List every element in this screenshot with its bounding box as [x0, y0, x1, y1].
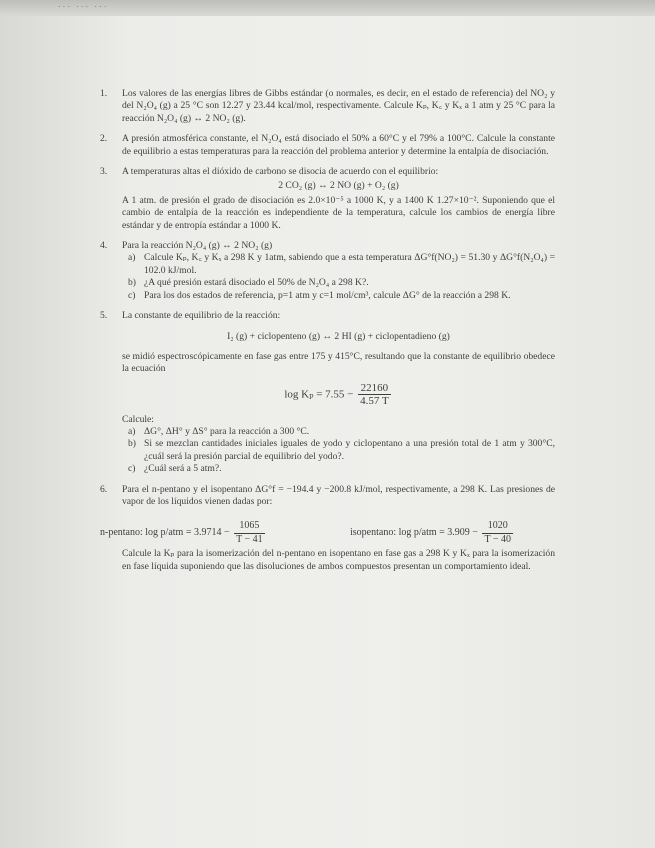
sub-label: b)	[128, 277, 136, 289]
sub-label: a)	[128, 252, 136, 264]
fraction-numerator: 1065	[234, 520, 265, 533]
sub-question-b	[122, 438, 555, 463]
equation-left: log Kₚ = 7.55 −	[284, 388, 354, 401]
sub-text: ¿Cuál será a 5 atm?.	[144, 463, 222, 475]
problem-6	[100, 484, 555, 574]
reaction-equation: 2 CO₂ (g) ↔ 2 NO (g) + O₂ (g)	[278, 180, 399, 192]
fraction-numerator: 1020	[482, 520, 513, 533]
problem-1	[100, 88, 555, 125]
problem-2	[100, 133, 555, 158]
fraction-numerator: 22160	[358, 382, 391, 395]
sub-label: b)	[128, 438, 136, 450]
problem-number: 3.	[100, 166, 108, 178]
fraction-denominator: T − 40	[484, 533, 512, 545]
equilibrium-equation	[122, 382, 555, 408]
fraction-denominator: T − 41	[236, 533, 263, 545]
sub-label: c)	[128, 463, 136, 475]
sub-label: c)	[128, 289, 136, 301]
problem-intro: A temperaturas altas el dióxido de carbono se disocia de acuerdo con el equilibrio:	[122, 166, 439, 178]
isopentane-label: isopentano:	[350, 527, 397, 539]
sub-text: Para los dos estados de referencia, p=1 atm y c=1 mol/cm³, calcule ΔG° de la reacción a 298 K.	[144, 289, 511, 301]
problem-5	[100, 310, 555, 475]
problem-intro: Para la reacción N₂O₄ (g) ↔ 2 NO₂ (g)	[122, 240, 273, 252]
problem-number: 4.	[100, 240, 108, 252]
equation-fraction	[358, 382, 391, 408]
fraction-denominator: 4.57 T	[360, 395, 389, 408]
problem-text: A presión atmosférica constante, el N₂O₄ está disociado el 50% a 60°C y el 79% a 100°C. Calcule la constante de equilibrio a estas temperaturas para la reacción del problema anterior y determine la entalpía de disociación.	[122, 133, 555, 157]
reaction-equation: I₂ (g) + ciclopenteno (g) ↔ 2 HI (g) + ciclopentadieno (g)	[227, 330, 450, 342]
problem-intro: Para el n-pentano y el isopentano ΔG°f = −194.4 y −200.8 kJ/mol, respectivamente, a 298 K. Las presiones de vapor de los líquidos vienen dadas por:	[122, 483, 555, 507]
problem-list	[100, 88, 555, 581]
problem-intro: La constante de equilibrio de la reacción:	[122, 310, 281, 322]
problem-number: 6.	[100, 483, 108, 495]
sub-text: ΔG°, ΔH° y ΔS° para la reacción a 300 °C.	[144, 425, 310, 437]
n-pentane-fraction	[234, 520, 265, 546]
sub-question-b	[122, 277, 555, 289]
sub-question-a	[122, 252, 555, 277]
calc-label: Calcule:	[122, 413, 154, 425]
problem-text: Los valores de las energías libres de Gibbs estándar (o normales, es decir, en el estado de referencia) del NO₂ y del N₂O₄ (g) a 25 °C son 12.27 y 23.44 kcal/mol, respectivamente. Calcule Kₚ, K꜀ y Kₓ a 1 atm y 25 °C para la reacción N₂O₄ (g) ↔ 2 NO₂ (g).	[122, 88, 555, 124]
n-pentane-label: n-pentano:	[100, 527, 143, 539]
sub-text: ¿A qué presión estará disociado el 50% de N₂O₄ a 298 K?.	[144, 277, 369, 289]
isopentane-equation	[350, 520, 515, 546]
problem-number: 2.	[100, 133, 108, 145]
sub-question-c	[122, 463, 555, 475]
sub-label: a)	[128, 425, 136, 437]
n-pentane-left: log p/atm = 3.9714 −	[145, 527, 230, 539]
sub-text: Calcule Kₚ, K꜀ y Kₓ a 298 K y 1atm, sabiendo que a esta temperatura ΔG°f(NO₂) = 51.30 y ΔG°f(N₂O₄) = 102.0 kJ/mol.	[144, 252, 555, 276]
problem-3	[100, 166, 555, 232]
isopentane-left: log p/atm = 3.909 −	[398, 527, 478, 539]
header-strip	[0, 0, 655, 16]
problem-text: Calcule la Kₚ para la isomerización del n-pentano en isopentano en fase gas a 298 K y Kₓ para la isomerización en fase líquida suponiendo que las disoluciones de ambos compuestos presentan un comportamiento ideal.	[122, 548, 555, 572]
n-pentane-equation	[100, 520, 267, 546]
sub-question-a	[122, 426, 555, 438]
problem-number: 5.	[100, 310, 108, 322]
header-text: ··· ··· ···	[58, 2, 109, 11]
isopentane-fraction	[482, 520, 513, 546]
sub-text: Si se mezclan cantidades iniciales iguales de yodo y ciclopentano a una presión total de 1 atm y 300°C, ¿cuál será la presión parcial de equilibrio del yodo?.	[144, 438, 555, 462]
problem-number: 1.	[100, 88, 108, 99]
problem-4	[100, 240, 555, 302]
sub-question-c	[122, 290, 555, 302]
problem-text: se midió espectroscópicamente en fase gas entre 175 y 415°C, resultando que la constante de equilibrio obedece la ecuación	[122, 350, 555, 375]
problem-text: A 1 atm. de presión el grado de disociación es 2.0×10⁻⁵ a 1000 K, y a 1400 K 1.27×10⁻². Suponiendo que el cambio de entalpía de la reacción es independiente de la temperatura, calcule los cambios de energía libre estándar y de entropía estándar a 1000 K.	[122, 194, 555, 231]
vapor-pressure-equations	[100, 512, 555, 544]
